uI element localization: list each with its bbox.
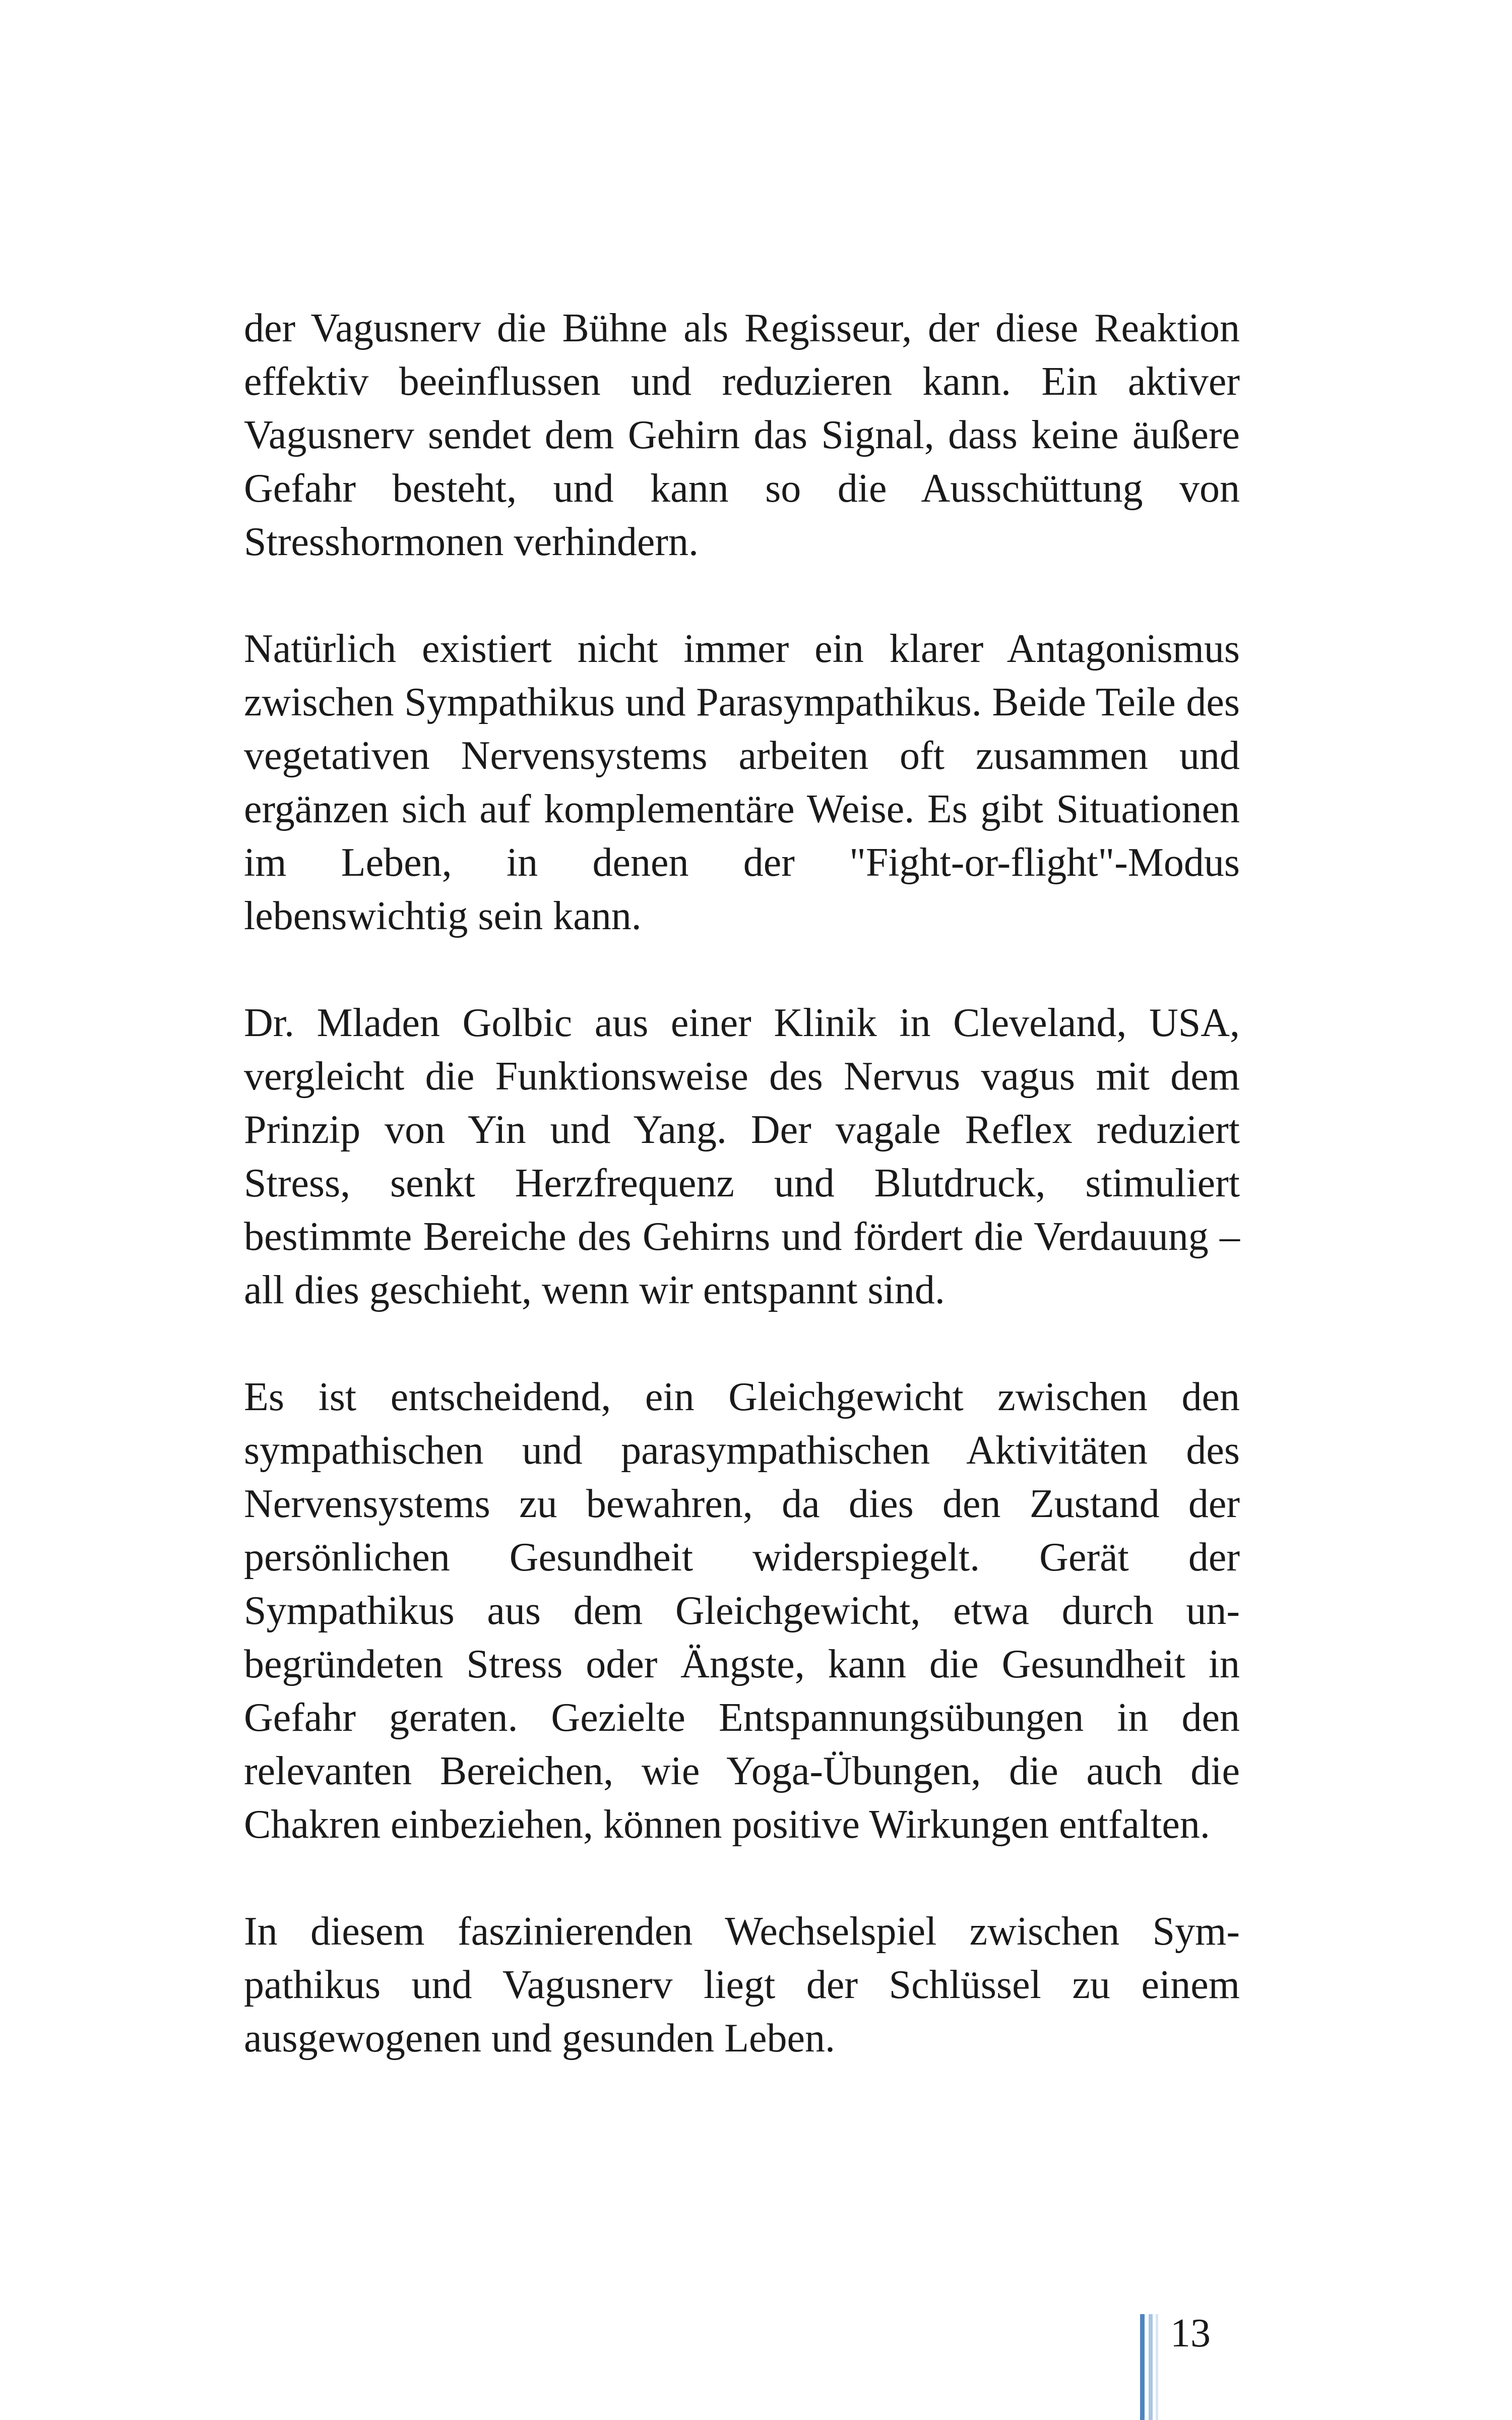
paragraph-4: Es ist entscheidend, ein Gleichgewicht zwischen den sympathischen und parasympathischen Aktivitäten des Nervensystems zu bewahren, da dies den Zustand der persönlichen Gesundheit widerspiegelt. Gerät der Sympathikus aus dem Gleichgewicht, etwa durch unbegründeten Stress oder Ängste, kann die Gesundheit in Gefahr geraten. Gezielte Entspannungsübungen in den relevanten Bereichen, wie Yoga-Übungen, die auch die Chakren einbeziehen, können positive Wirkungen entfalten.	[244, 1375, 1240, 1847]
page-number: 13	[1170, 2311, 1211, 2355]
paragraph-5: In diesem faszinierenden Wechselspiel zwischen Sympathikus und Vagusnerv liegt der Schlüssel zu einem ausgewogenen und gesunden Leben.	[244, 1909, 1240, 2061]
paragraph-2: Natürlich existiert nicht immer ein klarer Antagonismus zwischen Sympathikus und Parasympathikus. Beide Teile des vegetativen Nervensystems arbeiten oft zusammen und ergänzen sich auf komplementäre Weise. Es gibt Situationen im Leben, in denen der "Fight-or-flight"-Modus lebenswichtig sein kann.	[244, 627, 1240, 938]
page-number-rule-light	[1156, 2314, 1158, 2420]
page-number-rule-dark	[1140, 2314, 1145, 2420]
body-text	[244, 301, 1240, 2065]
page-number-rule-mid	[1149, 2314, 1153, 2420]
paragraph-3: Dr. Mladen Golbic aus einer Klinik in Cleveland, USA, vergleicht die Funktionsweise des Nervus vagus mit dem Prinzip von Yin und Yang. Der vagale Reflex reduziert Stress, senkt Herzfrequenz und Blutdruck, stimuliert bestimmte Bereiche des Gehirns und fördert die Verdauung – all dies geschieht, wenn wir entspannt sind.	[244, 1001, 1240, 1312]
paragraph-1: der Vagusnerv die Bühne als Regisseur, der diese Reaktion effektiv beeinflussen und reduzieren kann. Ein aktiver Vagusnerv sendet dem Gehirn das Signal, dass keine äußere Gefahr besteht, und kann so die Ausschüttung von Stresshormonen verhindern.	[244, 306, 1240, 564]
